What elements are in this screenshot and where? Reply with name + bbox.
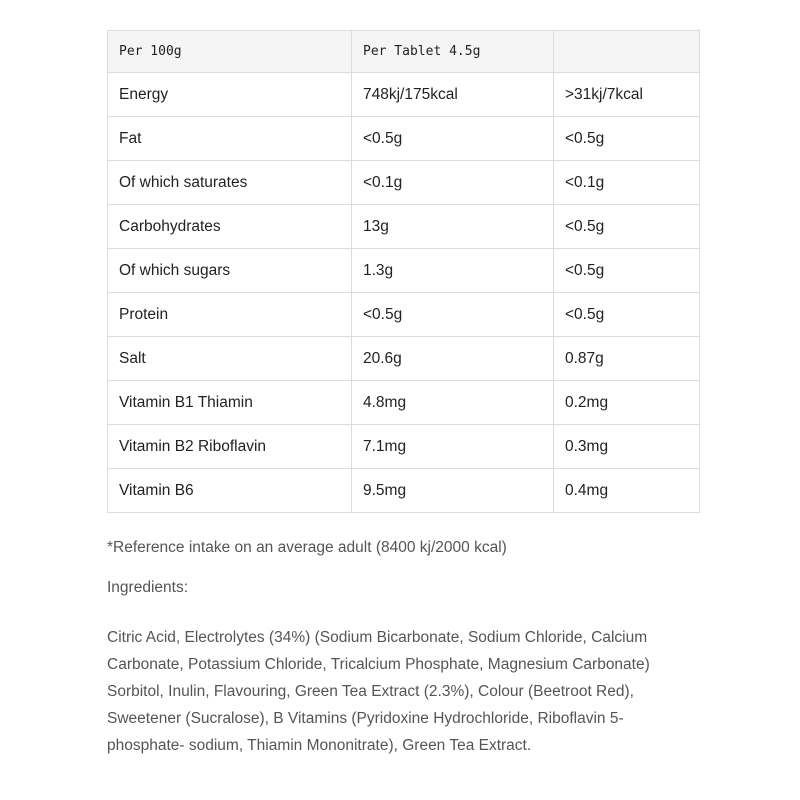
nutrition-page — [107, 30, 699, 759]
value-per-tablet: <0.5g — [554, 249, 700, 293]
value-per-tablet: <0.5g — [554, 205, 700, 249]
table-row — [108, 205, 700, 249]
table-row — [108, 469, 700, 513]
value-per-100g: <0.5g — [352, 117, 554, 161]
table-row — [108, 73, 700, 117]
nutrient-name: Salt — [108, 337, 352, 381]
table-row — [108, 117, 700, 161]
table-row — [108, 381, 700, 425]
value-per-100g: <0.5g — [352, 293, 554, 337]
reference-intake-footnote: *Reference intake on an average adult (8400 kj/2000 kcal) — [107, 539, 507, 556]
value-per-tablet: 0.87g — [554, 337, 700, 381]
column-header-per-tablet: Per Tablet 4.5g — [352, 31, 554, 73]
nutrition-table — [107, 30, 700, 513]
value-per-tablet: <0.1g — [554, 161, 700, 205]
nutrient-name: Vitamin B2 Riboflavin — [108, 425, 352, 469]
nutrient-name: Of which saturates — [108, 161, 352, 205]
value-per-100g: 13g — [352, 205, 554, 249]
value-per-tablet: 0.4mg — [554, 469, 700, 513]
nutrient-name: Carbohydrates — [108, 205, 352, 249]
value-per-100g: 4.8mg — [352, 381, 554, 425]
value-per-tablet: <0.5g — [554, 117, 700, 161]
value-per-tablet: <0.5g — [554, 293, 700, 337]
table-row — [108, 249, 700, 293]
nutrient-name: Energy — [108, 73, 352, 117]
column-header-blank — [554, 31, 700, 73]
nutrient-name: Vitamin B6 — [108, 469, 352, 513]
nutrient-name: Protein — [108, 293, 352, 337]
value-per-100g: 748kj/175kcal — [352, 73, 554, 117]
value-per-100g: 20.6g — [352, 337, 554, 381]
value-per-100g: 7.1mg — [352, 425, 554, 469]
nutrient-name: Of which sugars — [108, 249, 352, 293]
value-per-tablet: >31kj/7kcal — [554, 73, 700, 117]
nutrient-name: Vitamin B1 Thiamin — [108, 381, 352, 425]
value-per-100g: 1.3g — [352, 249, 554, 293]
value-per-100g: 9.5mg — [352, 469, 554, 513]
ingredients-heading: Ingredients: — [107, 579, 188, 596]
table-row — [108, 161, 700, 205]
value-per-tablet: 0.2mg — [554, 381, 700, 425]
table-row — [108, 337, 700, 381]
column-header-per-100g: Per 100g — [108, 31, 352, 73]
ingredients-list: Citric Acid, Electrolytes (34%) (Sodium Bicarbonate, Sodium Chloride, Calcium Carbonate, Potassium Chloride, Tricalcium Phosphate, Magnesium Carbonate) Sorbitol, Inulin, Flavouring, Green Tea Extract (2.3%), Colour (Beetroot Red), Sweetener (Sucralose), B Vitamins (Pyridoxine Hydrochloride, Riboflavin 5-phosphate- sodium, Thiamin Mononitrate), Green Tea Extract. — [107, 629, 650, 754]
table-row — [108, 293, 700, 337]
value-per-tablet: 0.3mg — [554, 425, 700, 469]
table-header-row — [108, 31, 700, 73]
nutrient-name: Fat — [108, 117, 352, 161]
value-per-100g: <0.1g — [352, 161, 554, 205]
table-row — [108, 425, 700, 469]
